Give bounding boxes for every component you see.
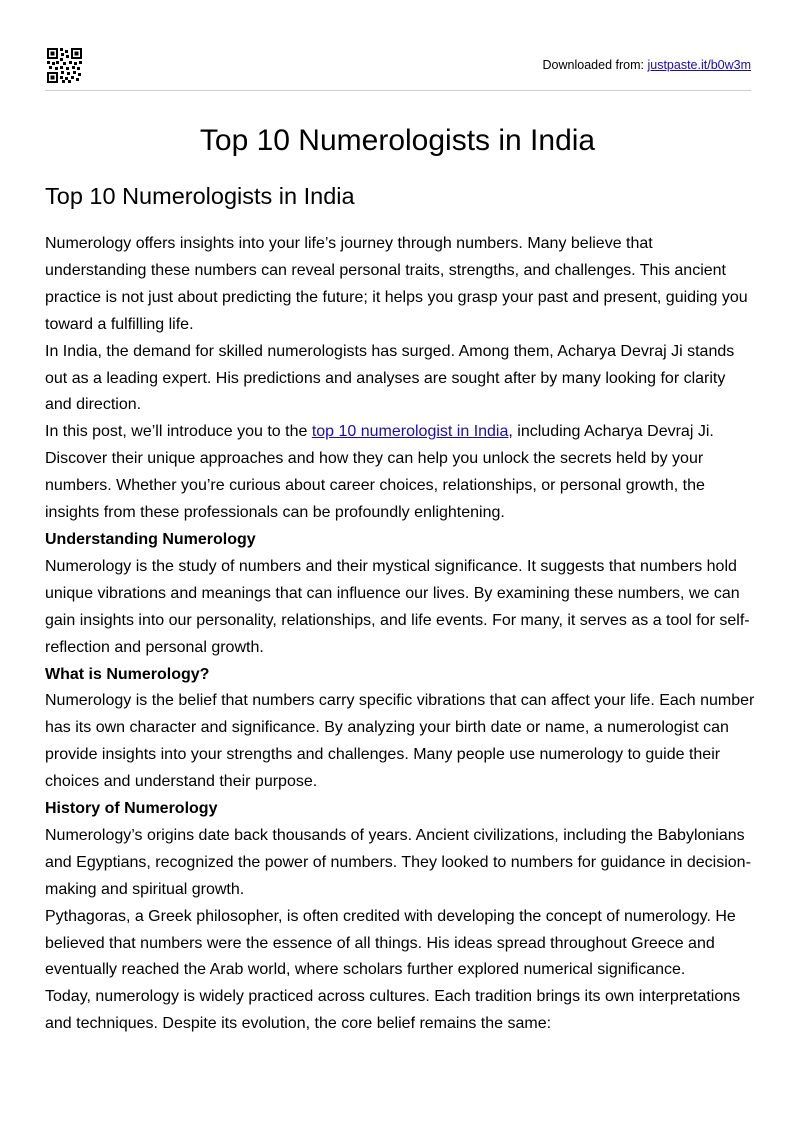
- article-heading: Top 10 Numerologists in India: [45, 183, 355, 209]
- what-heading: What is Numerology?: [45, 665, 210, 683]
- qr-code-icon[interactable]: [47, 48, 82, 83]
- intro-3-after: , including Acharya Devraj Ji. Discover their unique approaches and how they can help you unlock the secrets held by your numbers. Whether you’re curious about career choices, relationships, or personal growth, the insights from these professionals can be profoundly enlightening.: [45, 423, 714, 522]
- page-header: [45, 46, 751, 91]
- history-paragraph-3: Today, numerology is widely practiced across cultures. Each tradition brings its own interpretations and techniques. Despite its evolution, the core belief remains the same:: [45, 988, 741, 1033]
- page-title: Top 10 Numerologists in India: [199, 124, 596, 157]
- intro-paragraph-3: [45, 419, 755, 527]
- numerologist-link[interactable]: top 10 numerologist in India: [311, 423, 509, 441]
- intro-3-before: In this post, we’ll introduce you to the: [45, 423, 312, 441]
- source-label: Downloaded from:: [542, 58, 644, 72]
- source-info: [543, 58, 751, 72]
- history-paragraph-2: Pythagoras, a Greek philosopher, is often credited with developing the concept of numerology. He believed that numbers were the essence of all things. His ideas spread throughout Greece and eventually reached the Arab world, where scholars further explored numerical significance.: [45, 907, 736, 979]
- history-heading: History of Numerology: [45, 800, 218, 818]
- understanding-heading: Understanding Numerology: [45, 530, 256, 548]
- intro-paragraph-2: In India, the demand for skilled numerologists has surged. Among them, Acharya Devraj Ji stands out as a leading expert. His predictions and analyses are sought after by many looking for clarity and direction.: [45, 342, 735, 414]
- understanding-paragraph: Numerology is the study of numbers and their mystical significance. It suggests that numbers hold unique vibrations and meanings that can influence our lives. By examining these numbers, we can gain insights into our personality, relationships, and life events. For many, it serves as a tool for self-reflection and personal growth.: [45, 557, 750, 656]
- intro-paragraph-1: Numerology offers insights into your life’s journey through numbers. Many believe that understanding these numbers can reveal personal traits, strengths, and challenges. This ancient practice is not just about predicting the future; it helps you grasp your past and present, guiding you toward a fulfilling life.: [45, 235, 748, 333]
- source-link[interactable]: justpaste.it/b0w3m: [647, 58, 751, 72]
- history-paragraph-1: Numerology’s origins date back thousands of years. Ancient civilizations, including the Babylonians and Egyptians, recognized the power of numbers. They looked to numbers for guidance in decision-making and spiritual growth.: [45, 826, 751, 898]
- article-body: [45, 178, 755, 1038]
- what-paragraph: Numerology is the belief that numbers carry specific vibrations that can affect your life. Each number has its own character and significance. By analyzing your birth date or name, a numerologist can provide insights into your strengths and challenges. Many people use numerology to guide their choices and understand their purpose.: [45, 692, 755, 791]
